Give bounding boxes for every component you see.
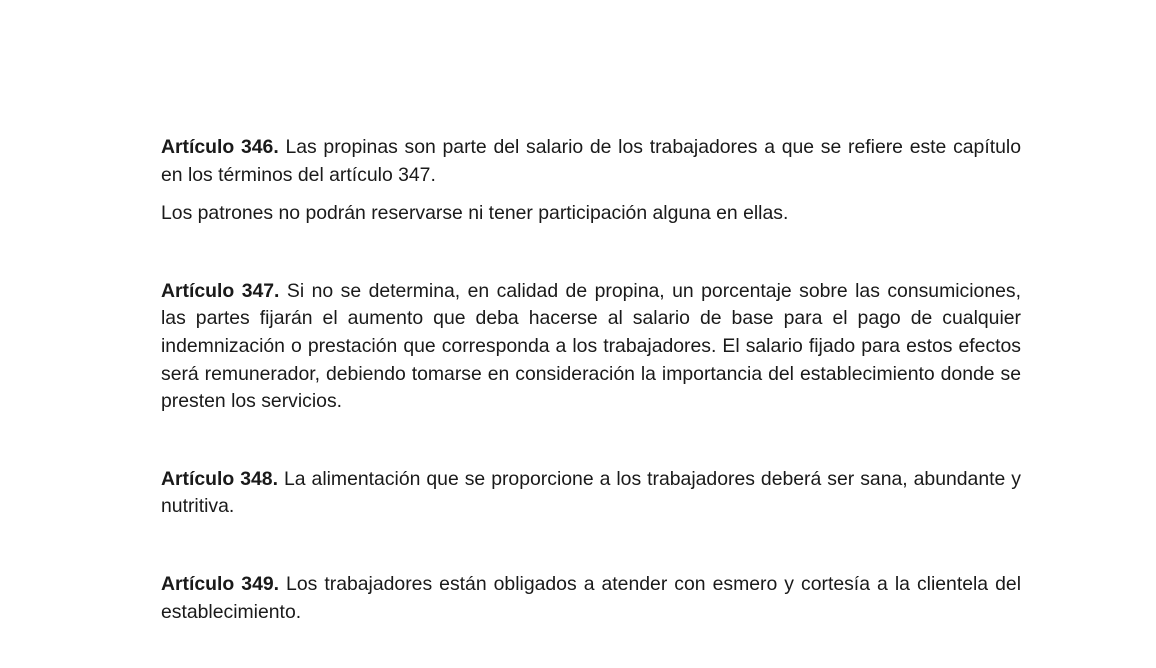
article-346-extra-paragraph: Los patrones no podrán reservarse ni tener participación alguna en ellas. xyxy=(161,202,789,225)
article-348-paragraph xyxy=(161,466,1021,521)
article-348-text: La alimentación que se proporcione a los trabajadores deberá ser sana, abundante y nutritiva. xyxy=(161,467,1021,518)
document-page xyxy=(161,134,1021,626)
article-349-text: Los trabajadores están obligados a atender con esmero y cortesía a la clientela del establecimiento. xyxy=(161,572,1021,623)
article-349-heading: Artículo 349. xyxy=(161,572,280,595)
article-347-heading: Artículo 347. xyxy=(161,279,280,302)
article-347-paragraph xyxy=(161,278,1021,416)
article-346-text: Las propinas son parte del salario de los trabajadores a que se refiere este capítulo en los términos del artículo 347. xyxy=(161,136,1021,186)
article-346-heading: Artículo 346. xyxy=(161,136,279,158)
article-346-paragraph xyxy=(161,134,1021,189)
article-348-heading: Artículo 348. xyxy=(161,467,278,490)
article-347-text: Si no se determina, en calidad de propina, un porcentaje sobre las consumiciones, las partes fijarán el aumento que deba hacerse al salario de base para el pago de cualquier indemnización o prestación que corresponda a los trabajadores. El salario fijado para estos efectos será remunerador, debiendo tomarse en consideración la importancia del establecimiento donde se presten los servicios. xyxy=(161,279,1021,413)
article-349-paragraph xyxy=(161,571,1021,626)
